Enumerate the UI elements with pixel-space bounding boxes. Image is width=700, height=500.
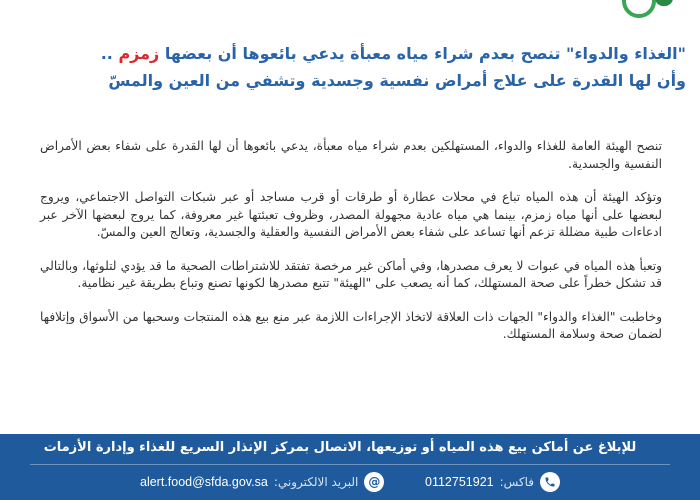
- headline-line1-suffix: ..: [100, 44, 113, 63]
- email-label: البريد الالكتروني:: [273, 475, 359, 489]
- fax-label: فاكس:: [499, 475, 535, 489]
- email-link[interactable]: alert.food@sfda.gov.sa: [140, 475, 268, 489]
- logo-mark-icon: [655, 0, 673, 6]
- at-sign-icon: @: [364, 472, 384, 492]
- footer-report-text: للإبلاغ عن أماكن بيع هذه المياه أو توزيعها، الاتصال بمركز الإنذار السريع للغذاء وإدارة الأزمات: [43, 440, 637, 455]
- headline-line2: وأن لها القدرة على علاج أمراض نفسية وجسدية وتشفي من العين والمسّ: [108, 71, 686, 90]
- logo-ring-icon: [622, 0, 656, 18]
- footer-divider: [30, 464, 670, 465]
- email-contact: [140, 470, 384, 494]
- headline-line1-prefix: "الغذاء والدواء" تنصح بعدم شراء مياه معبأة يدعي بائعوها أن بعضها: [164, 44, 686, 63]
- top-strip: [0, 0, 700, 38]
- article-paragraph: وخاطبت "الغذاء والدواء" الجهات ذات العلاقة لاتخاذ الإجراءات اللازمة عبر منع بيع هذه المنتجات وسحبها من الأسواق وإتلافها لضمان صحة وسلامة المستهلك.: [40, 309, 662, 341]
- headline-highlight: زمزم: [118, 44, 160, 63]
- article-body: [40, 138, 662, 360]
- headline: [14, 40, 686, 94]
- article-paragraph: تنصح الهيئة العامة للغذاء والدواء، المستهلكين بعدم شراء مياه معبأة، يدعي بائعوها أن لها القدرة على شفاء بعض الأمراض النفسية والجسدية.: [40, 139, 662, 171]
- phone-icon: [540, 472, 560, 492]
- article-paragraph: وتعبأ هذه المياه في عبوات لا يعرف مصدرها، وفي أماكن غير مرخصة تفتقد للاشتراطات الصحية ما قد يؤدي لتلوثها، وبالتالي قد تشكل خطراً على صحة المستهلك، كما أنه يصعب على "الهيئة" تتبع مصدرها لكونها تصنع وتباع بطريقة غير نظامية.: [40, 258, 662, 290]
- fax-number[interactable]: 0112751921: [425, 475, 494, 489]
- footer-banner: [0, 434, 700, 500]
- article-paragraph: وتؤكد الهيئة أن هذه المياه تباع في محلات عطارة أو طرقات أو قرب مساجد أو عبر شبكات التواصل الاجتماعي، ويروج لبعضها على أنها مياه زمزم، بينما هي مياه عادية مجهولة المصدر، وظروف تعبئتها غير معروفة، كما يروج لبعضها الآخر عبر ادعاءات طبية مضللة تزعم أنها تساعد على شفاء بعض الأمراض النفسية والعقلية والجسدية، وتعالج العين والمسّ.: [40, 190, 662, 239]
- fax-contact: [425, 470, 560, 494]
